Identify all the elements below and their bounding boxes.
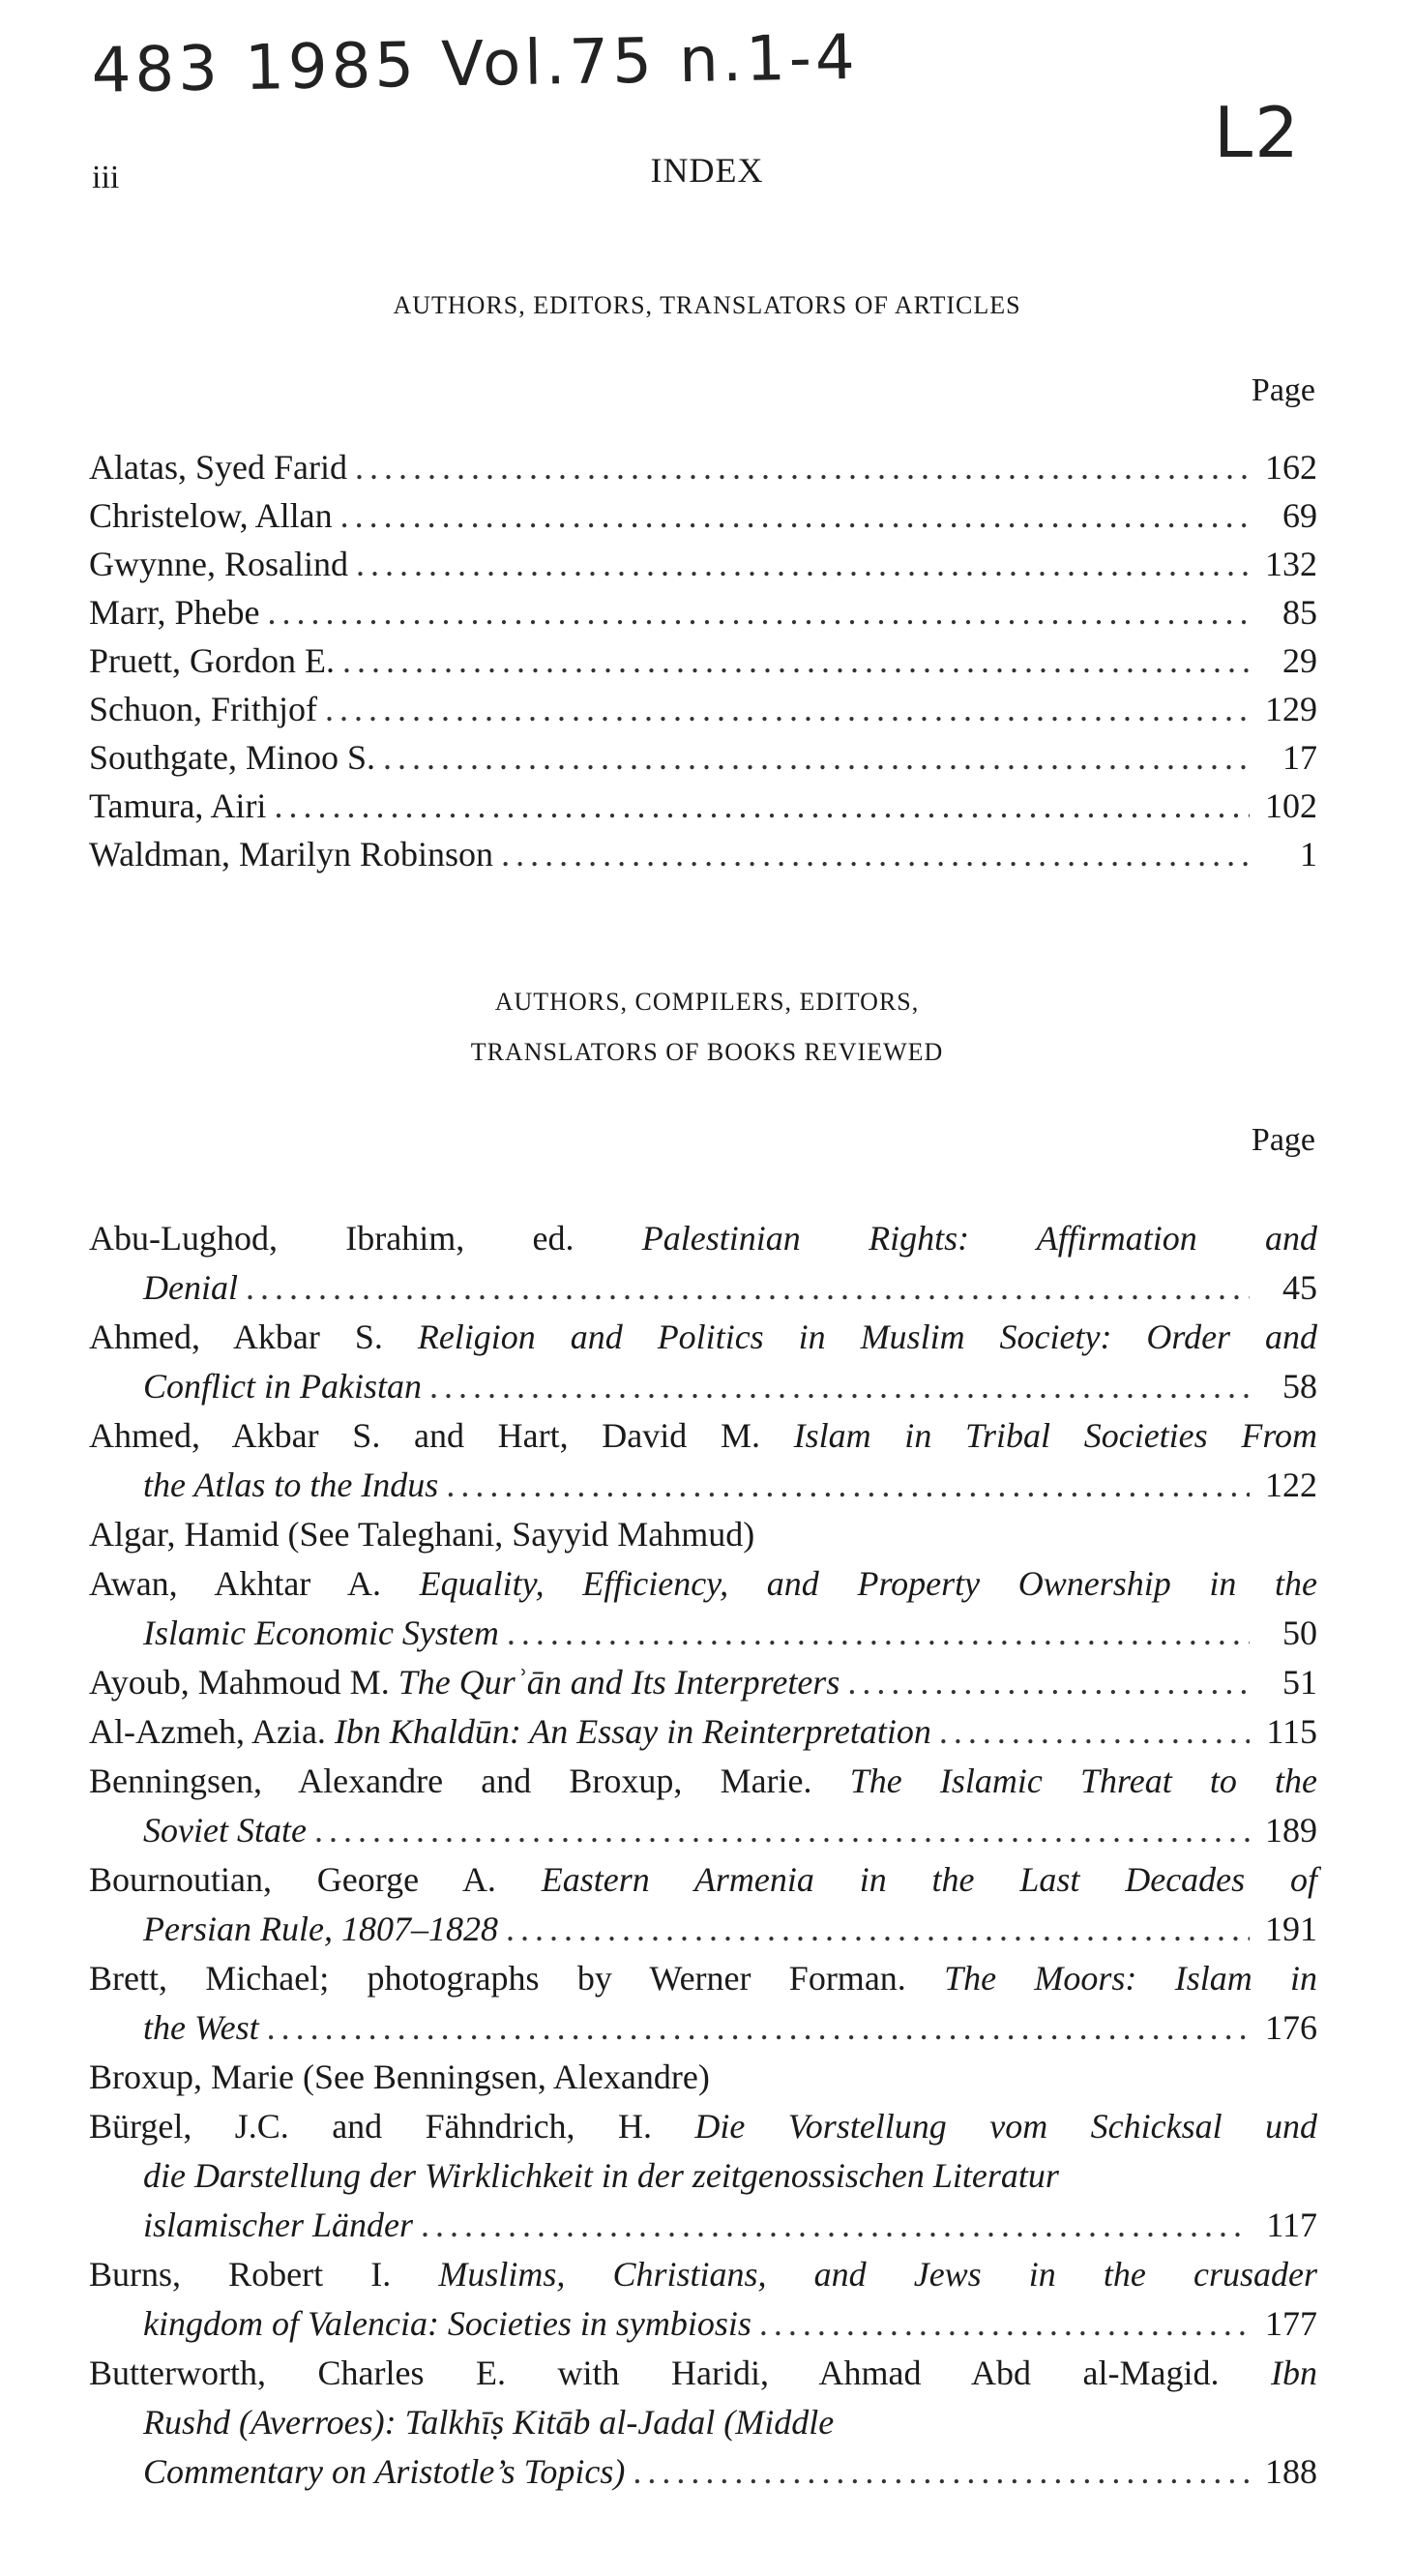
list-item: [89, 443, 1317, 491]
book-title: Islam in Tribal Societies From: [793, 1416, 1317, 1455]
book-title-continued: the West: [143, 2008, 259, 2047]
book-author: Abu-Lughod, Ibrahim, ed.: [89, 1219, 574, 1258]
page-ref: 45: [1282, 1268, 1317, 1307]
list-item: [89, 1214, 1317, 1313]
list-item: [89, 1707, 1317, 1757]
book-author: Benningsen, Alexandre and Broxup, Marie.: [89, 1762, 812, 1800]
page-ref: 176: [1265, 2008, 1317, 2047]
book-title-continued: kingdom of Valencia: Societies in symbiosis: [143, 2304, 751, 2343]
books-page-column-header: Page: [1251, 1122, 1315, 1158]
list-item: [89, 2250, 1317, 2349]
author-name: Schuon, Frithjof: [89, 690, 318, 728]
page-title: INDEX: [650, 151, 764, 190]
list-item: [89, 1411, 1317, 1510]
page-ref: 50: [1282, 1614, 1317, 1652]
articles-section-heading: AUTHORS, EDITORS, TRANSLATORS OF ARTICLES: [393, 291, 1021, 319]
list-item: [89, 1658, 1317, 1707]
page-ref: 188: [1265, 2452, 1317, 2491]
author-name: Southgate, Minoo S.: [89, 738, 376, 777]
book-author: Awan, Akhtar A.: [89, 1564, 381, 1603]
dot-leader: [355, 443, 1250, 491]
dot-leader: [446, 1461, 1250, 1510]
list-item: [89, 1757, 1317, 1855]
dot-leader: [267, 2003, 1250, 2053]
book-title-continued: islamischer Länder: [143, 2206, 413, 2244]
list-item: [89, 830, 1317, 878]
page-ref: 51: [1282, 1663, 1317, 1702]
articles-page-column-header: Page: [1251, 372, 1315, 408]
list-item: [89, 2102, 1317, 2250]
book-title: Ibn Khaldūn: An Essay in Reinterpretation: [334, 1712, 931, 1751]
cross-reference: Broxup, Marie (See Benningsen, Alexandre): [89, 2058, 710, 2096]
book-title: Equality, Efficiency, and Property Ownership in the: [419, 1564, 1318, 1603]
page-ref: 58: [1282, 1367, 1317, 1406]
book-title: Muslims, Christians, and Jews in the crusader: [438, 2255, 1317, 2294]
list-item: [89, 540, 1317, 588]
list-item: [89, 782, 1317, 830]
page-ref: 189: [1265, 1811, 1317, 1850]
page-ref: 191: [1265, 1910, 1317, 1948]
book-title: Religion and Politics in Muslim Society: Order and: [417, 1318, 1317, 1356]
list-item: [89, 491, 1317, 540]
page-ref: 17: [1282, 738, 1317, 777]
book-title-continued: Commentary on Aristotle’s Topics): [143, 2452, 626, 2491]
book-author: Bournoutian, George A.: [89, 1860, 496, 1899]
page-ref: 117: [1266, 2206, 1317, 2244]
author-name: Pruett, Gordon E.: [89, 641, 335, 680]
list-item: [89, 1510, 1317, 1559]
book-title-continued: Islamic Economic System: [143, 1614, 499, 1652]
book-author: Butterworth, Charles E. with Haridi, Ahmad Abd al-Magid.: [89, 2354, 1220, 2392]
handwritten-mark: L2: [1214, 92, 1301, 173]
books-section-heading-line2: TRANSLATORS OF BOOKS REVIEWED: [470, 1038, 944, 1066]
author-name: Christelow, Allan: [89, 496, 333, 535]
list-item: [89, 1954, 1317, 2053]
list-item: [89, 685, 1317, 733]
author-name: Waldman, Marilyn Robinson: [89, 835, 494, 873]
list-item: [89, 1313, 1317, 1411]
book-title: Eastern Armenia in the Last Decades of: [541, 1860, 1317, 1899]
author-name: Marr, Phebe: [89, 593, 260, 632]
page-ref: 85: [1282, 593, 1317, 632]
list-item: [89, 637, 1317, 685]
book-title-continued: the Atlas to the Indus: [143, 1466, 439, 1504]
dot-leader: [429, 1362, 1250, 1411]
cross-reference: Algar, Hamid (See Taleghani, Sayyid Mahmud): [89, 1515, 755, 1554]
page-ref: 1: [1300, 835, 1317, 873]
dot-leader: [383, 733, 1250, 782]
handwritten-call-number: 483 1985 Vol.75 n.1-4: [91, 21, 860, 107]
book-author: Al-Azmeh, Azia.: [89, 1712, 326, 1751]
page-ref: 122: [1265, 1466, 1317, 1504]
dot-leader: [325, 685, 1250, 733]
book-title-continued: Soviet State: [143, 1811, 307, 1850]
book-author: Bürgel, J.C. and Fähndrich, H.: [89, 2107, 652, 2146]
page-ref: 129: [1265, 690, 1317, 728]
book-title-continued: Rushd (Averroes): Talkhīṣ Kitāb al-Jadal (Middle: [143, 2403, 835, 2442]
author-name: Tamura, Airi: [89, 786, 267, 825]
book-title-continued: die Darstellung der Wirklichkeit in der zeitgenossischen Literatur: [143, 2156, 1059, 2195]
dot-leader: [759, 2299, 1250, 2349]
book-title-continued: Conflict in Pakistan: [143, 1367, 422, 1406]
dot-leader: [633, 2447, 1250, 2497]
book-title-continued: Denial: [143, 1268, 238, 1307]
books-section-heading-line1: AUTHORS, COMPILERS, EDITORS,: [494, 988, 920, 1016]
book-author: Ayoub, Mahmoud M.: [89, 1663, 390, 1702]
dot-leader: [268, 588, 1250, 637]
dot-leader: [342, 637, 1250, 685]
dot-leader: [939, 1707, 1250, 1757]
dot-leader: [507, 1609, 1250, 1658]
book-author: Burns, Robert I.: [89, 2255, 392, 2294]
book-author: Ahmed, Akbar S.: [89, 1318, 383, 1356]
list-item: [89, 2349, 1317, 2497]
list-item: [89, 2053, 1317, 2102]
list-item: [89, 1559, 1317, 1658]
books-author-list: [89, 1214, 1317, 2497]
list-item: [89, 733, 1317, 782]
page-ref: 69: [1282, 496, 1317, 535]
dot-leader: [501, 830, 1250, 878]
author-name: Gwynne, Rosalind: [89, 545, 348, 583]
page-ref: 102: [1265, 786, 1317, 825]
page-number: iii: [92, 160, 120, 195]
page-ref: 162: [1265, 448, 1317, 487]
book-title: Die Vorstellung vom Schicksal und: [694, 2107, 1317, 2146]
dot-leader: [847, 1658, 1250, 1707]
dot-leader: [421, 2201, 1250, 2250]
articles-author-list: [89, 443, 1317, 878]
dot-leader: [314, 1806, 1250, 1855]
book-title-continued: Persian Rule, 1807–1828: [143, 1910, 498, 1948]
page-ref: 29: [1282, 641, 1317, 680]
dot-leader: [246, 1263, 1250, 1313]
book-author: Brett, Michael; photographs by Werner Forman.: [89, 1959, 906, 1998]
page-ref: 177: [1265, 2304, 1317, 2343]
author-name: Alatas, Syed Farid: [89, 448, 347, 487]
dot-leader: [274, 782, 1250, 830]
list-item: [89, 588, 1317, 637]
dot-leader: [340, 491, 1250, 540]
book-title: The Moors: Islam in: [944, 1959, 1318, 1998]
dot-leader: [356, 540, 1250, 588]
book-title: The Qurʾān and Its Interpreters: [398, 1663, 840, 1702]
page-ref: 132: [1265, 545, 1317, 583]
list-item: [89, 1855, 1317, 1954]
book-title: The Islamic Threat to the: [849, 1762, 1318, 1800]
book-author: Ahmed, Akbar S. and Hart, David M.: [89, 1416, 760, 1455]
dot-leader: [506, 1905, 1250, 1954]
book-title: Palestinian Rights: Affirmation and: [641, 1219, 1317, 1258]
page-ref: 115: [1266, 1712, 1317, 1751]
book-title: Ibn: [1271, 2354, 1317, 2392]
